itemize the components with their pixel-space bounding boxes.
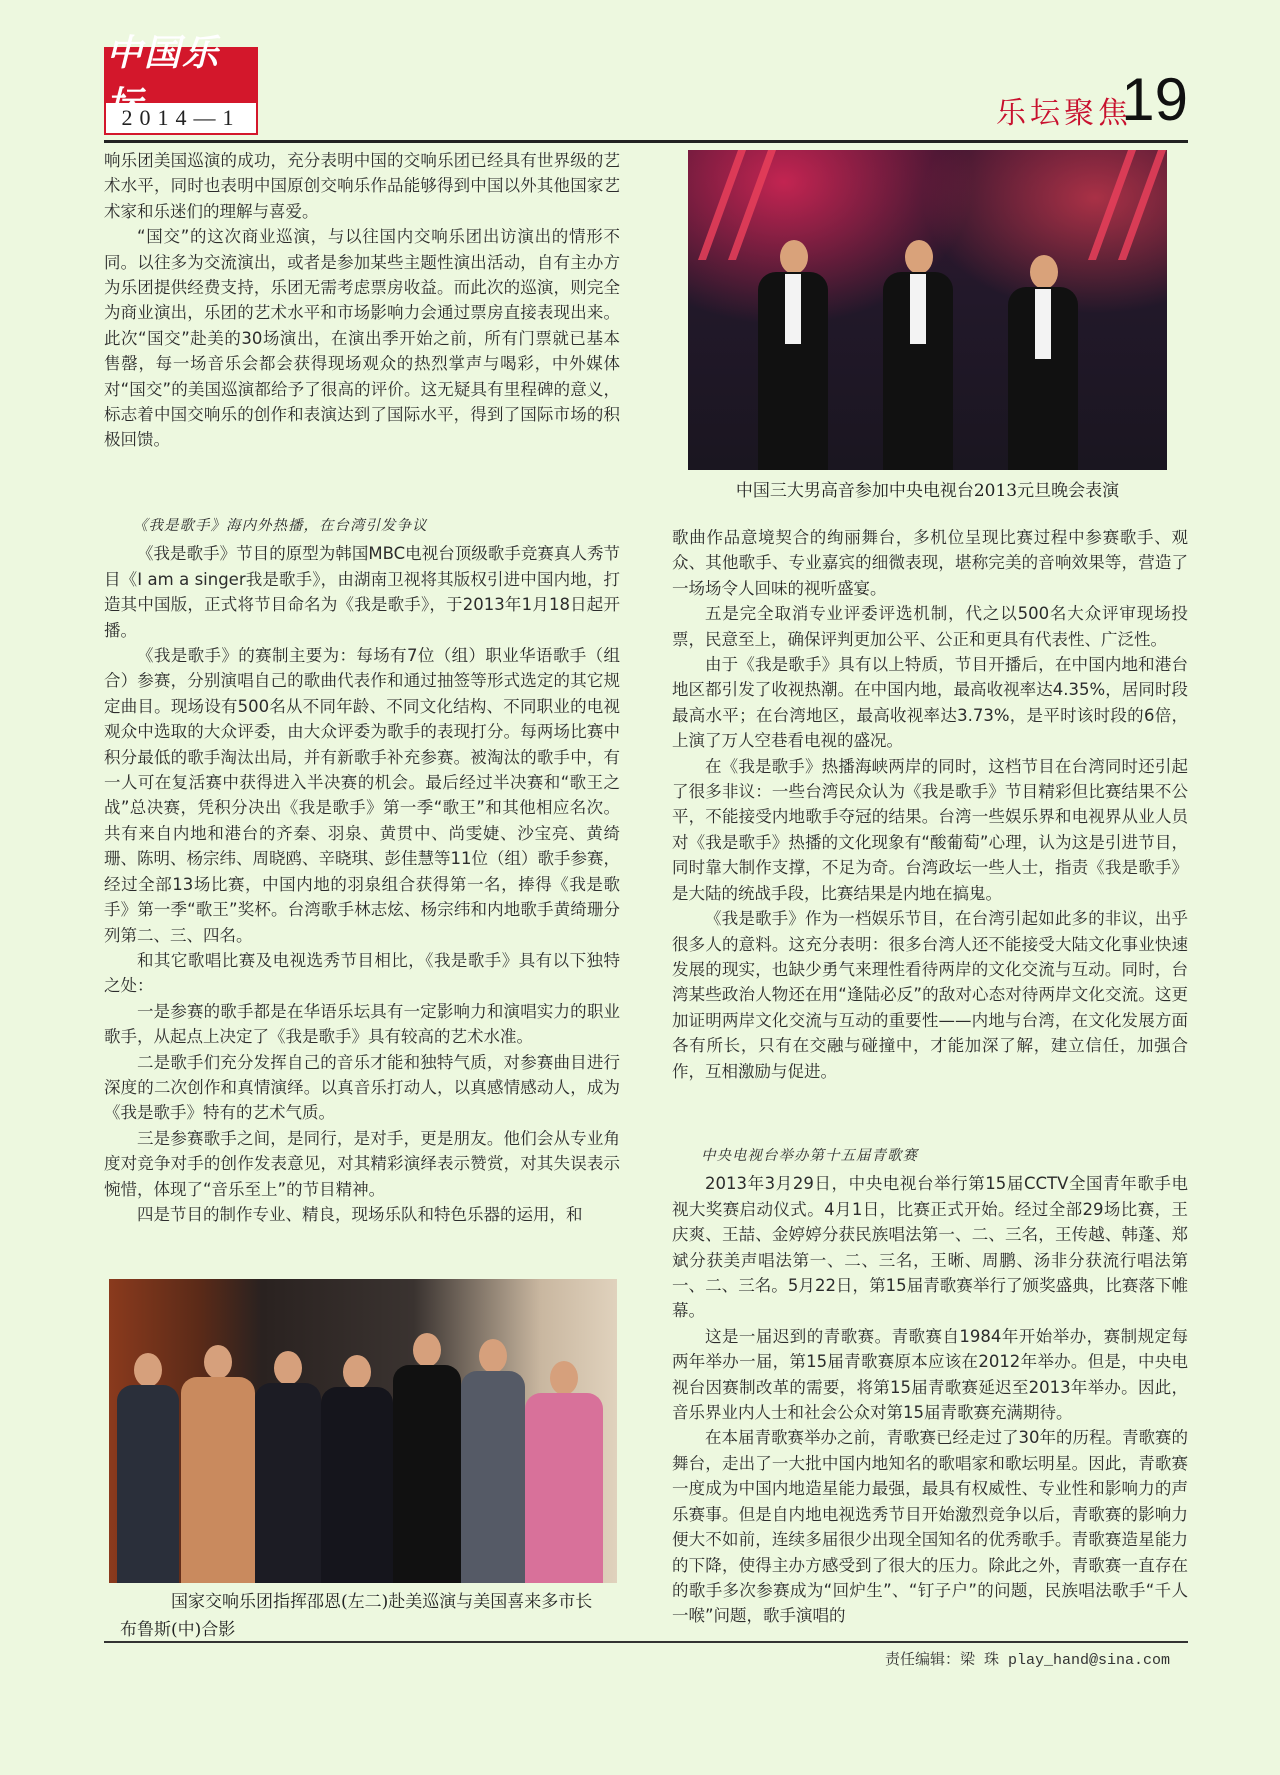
paragraph: 《我是歌手》的赛制主要为：每场有7位（组）职业华语歌手（组合）参赛，分别演唱自己的歌曲代表作和通过抽签等形式选定的其它规定曲目。现场设有500名从不同年龄、不同文化结构、不同职业的电视观众中选取的大众评委，由大众评委为歌手的表现打分。每两场比赛中积分最低的歌手淘汰出局，并有新歌手补充参赛。被淘汰的歌手中，有一人可在复活赛中获得进入半决赛的机会。最后经过半决赛和“歌王之战”总决赛，凭积分决出《我是歌手》第一季“歌王”和其他相应名次。共有来自内地和港台的齐秦、羽泉、黄贯中、尚雯婕、沙宝亮、黄绮珊、陈明、杨宗纬、周晓鸥、辛晓琪、彭佳慧等11位（组）歌手参赛，经过全部13场比赛，中国内地的羽泉组合获得第一名，捧得《我是歌手》第一季“歌王”奖杯。台湾歌手林志炫、杨宗纬和内地歌手黄绮珊分列第二、三、四名。 [104, 646, 620, 945]
header-rule [104, 140, 1188, 143]
bottom-photo-caption: 国家交响乐团指挥邵恩(左二)赴美巡演与美国喜来多市长布鲁斯(中)合影 [120, 1592, 593, 1640]
paragraph: “国交”的这次商业巡演，与以往国内交响乐团出访演出的情形不同。以往多为交流演出，或者是参加某些主题性演出活动，自有主办方为乐团提供经费支持，乐团无需考虑票房收益。而此次的巡演，则完全为商业演出，乐团的艺术水平和市场影响力会通过票房直接表现出来。此次“国交”赴美的30场演出，在演出季开始之前，所有门票就已基本售罄，每一场音乐会都会获得现场观众的热烈掌声与喝彩，中外媒体对“国交”的美国巡演都给予了很高的评价。这无疑具有里程碑的意义，标志着中国交响乐的创作和表演达到了国际水平，得到了国际市场的积极回馈。 [104, 227, 620, 450]
paragraph: 《我是歌手》节目的原型为韩国MBC电视台顶级歌手竞赛真人秀节目《I am a singer我是歌手》，由湖南卫视将其版权引进中国内地，打造其中国版，正式将节目命名为《我是歌手》，于2013年1月18日起开播。 [104, 544, 620, 640]
right-column-article [672, 1122, 1188, 1629]
left-column-article [104, 492, 620, 1227]
paragraph: 这是一届迟到的青歌赛。青歌赛自1984年开始举办，赛制规定每两年举办一届，第15届青歌赛原本应该在2012年举办。但是，中央电视台因赛制改革的需要，将第15届青歌赛延迟至2013年举办。因此，音乐界业内人士和社会公众对第15届青歌赛充满期待。 [672, 1326, 1188, 1423]
subheading: 《我是歌手》海内外热播，在台湾引发争议 [133, 518, 428, 534]
subheading: 中央电视台举办第十五届青歌赛 [701, 1148, 918, 1164]
singer-figure [1008, 255, 1078, 470]
paragraph: 由于《我是歌手》具有以上特质，节目开播后，在中国内地和港台地区都引发了收视热潮。在中国内地，最高收视率达4.35%，居同时段最高水平；在台湾地区，最高收视率达3.73%，是平时该时段的6倍，上演了万人空巷看电视的盛况。 [672, 655, 1188, 751]
left-column-top [104, 148, 620, 453]
right-column-top [672, 525, 1188, 1084]
logo-title: 中国乐坛 [106, 49, 256, 103]
page-number: 19 [1121, 66, 1188, 133]
paragraph: 歌曲作品意境契合的绚丽舞台，多机位呈现比赛过程中参赛歌手、观众、其他歌手、专业嘉宾的细微表现，堪称完美的音响效果等，营造了一场场令人回味的视听盛宴。 [672, 528, 1188, 598]
magazine-logo [104, 32, 258, 135]
paragraph: 三是参赛歌手之间，是同行，是对手，更是朋友。他们会从专业角度对竞争对手的创作发表意见，对其精彩演绎表示赞赏，对其失误表示惋惜，体现了“音乐至上”的节目精神。 [104, 1128, 620, 1199]
section-title: 乐坛聚焦 [996, 96, 1132, 131]
paragraph: 四是节目的制作专业、精良，现场乐队和特色乐器的运用，和 [137, 1204, 583, 1224]
top-photo-caption: 中国三大男高音参加中央电视台2013元旦晚会表演 [735, 481, 1120, 501]
group-photo [109, 1279, 617, 1583]
paragraph: 在本届青歌赛举办之前，青歌赛已经走过了30年的历程。青歌赛的舞台，走出了一大批中国内地知名的歌唱家和歌坛明星。因此，青歌赛一度成为中国内地造星能力最强，最具有权威性、专业性和影响力的声乐赛事。但是自内地电视选秀节目开始激烈竞争以后，青歌赛的影响力便大不如前，连续多届很少出现全国知名的优秀歌手。青歌赛造星能力的下降，使得主办方感受到了很大的压力。除此之外，青歌赛一直存在的歌手多次参赛成为“回炉生”、“钉子户”的问题，民族唱法歌手“千人一喉”问题，歌手演唱的 [672, 1428, 1188, 1626]
singer-figure [883, 240, 953, 470]
paragraph: 响乐团美国巡演的成功，充分表明中国的交响乐团已经具有世界级的艺术水平，同时也表明中国原创交响乐作品能够得到中国以外其他国家艺术家和乐迷们的理解与喜爱。 [104, 151, 620, 221]
paragraph: 二是歌手们充分发挥自己的音乐才能和独特气质，对参赛曲目进行深度的二次创作和真情演绎。以真音乐打动人，以真感情感动人，成为《我是歌手》特有的艺术气质。 [104, 1052, 620, 1123]
tenors-stage-photo [688, 150, 1167, 470]
paragraph: 在《我是歌手》热播海峡两岸的同时，这档节目在台湾同时还引起了很多非议：一些台湾民众认为《我是歌手》节目精彩但比赛结果不公平，不能接受内地歌手夺冠的结果。台湾一些娱乐界和电视界从业人员对《我是歌手》热播的文化现象有“酸葡萄”心理，认为这是引进节目，同时靠大制作支撑，不足为奇。台湾政坛一些人士，指责《我是歌手》是大陆的统战手段，比赛结果是内地在搞鬼。 [672, 756, 1188, 903]
paragraph: 《我是歌手》作为一档娱乐节目，在台湾引起如此多的非议，出乎很多人的意料。这充分表明：很多台湾人还不能接受大陆文化事业快速发展的现实，也缺少勇气来理性看待两岸的文化交流与互动。同时，台湾某些政治人物还在用“逢陆必反”的敌对心态对待两岸文化交流。这更加证明两岸文化交流与互动的重要性——内地与台湾，在文化发展方面各有所长，只有在交融与碰撞中，才能加深了解，建立信任，加强合作，互相激励与促进。 [672, 909, 1188, 1081]
paragraph: 2013年3月29日，中央电视台举行第15届CCTV全国青年歌手电视大奖赛启动仪式。4月1日，比赛正式开始。经过全部29场比赛，王庆爽、王喆、金婷婷分获民族唱法第一、二、三名，王传越、韩蓬、郑斌分获美声唱法第一、二、三名，王晰、周鹏、汤非分获流行唱法第一、二、三名。5月22日，第15届青歌赛举行了颁奖盛典，比赛落下帷幕。 [672, 1174, 1188, 1321]
paragraph: 一是参赛的歌手都是在华语乐坛具有一定影响力和演唱实力的职业歌手，从起点上决定了《我是歌手》具有较高的艺术水准。 [104, 1001, 620, 1047]
issue-number: 2014—1 [121, 105, 241, 130]
editor-credit: 责任编辑：梁 珠 play_hand@sina.com [884, 1652, 1170, 1669]
paragraph: 和其它歌唱比赛及电视选秀节目相比，《我是歌手》具有以下独特之处： [104, 950, 620, 996]
singer-figure [758, 240, 828, 470]
paragraph: 五是完全取消专业评委评选机制，代之以500名大众评审现场投票，民意至上，确保评判更加公平、公正和更具有代表性、广泛性。 [672, 604, 1188, 649]
footer-rule [104, 1641, 1188, 1643]
